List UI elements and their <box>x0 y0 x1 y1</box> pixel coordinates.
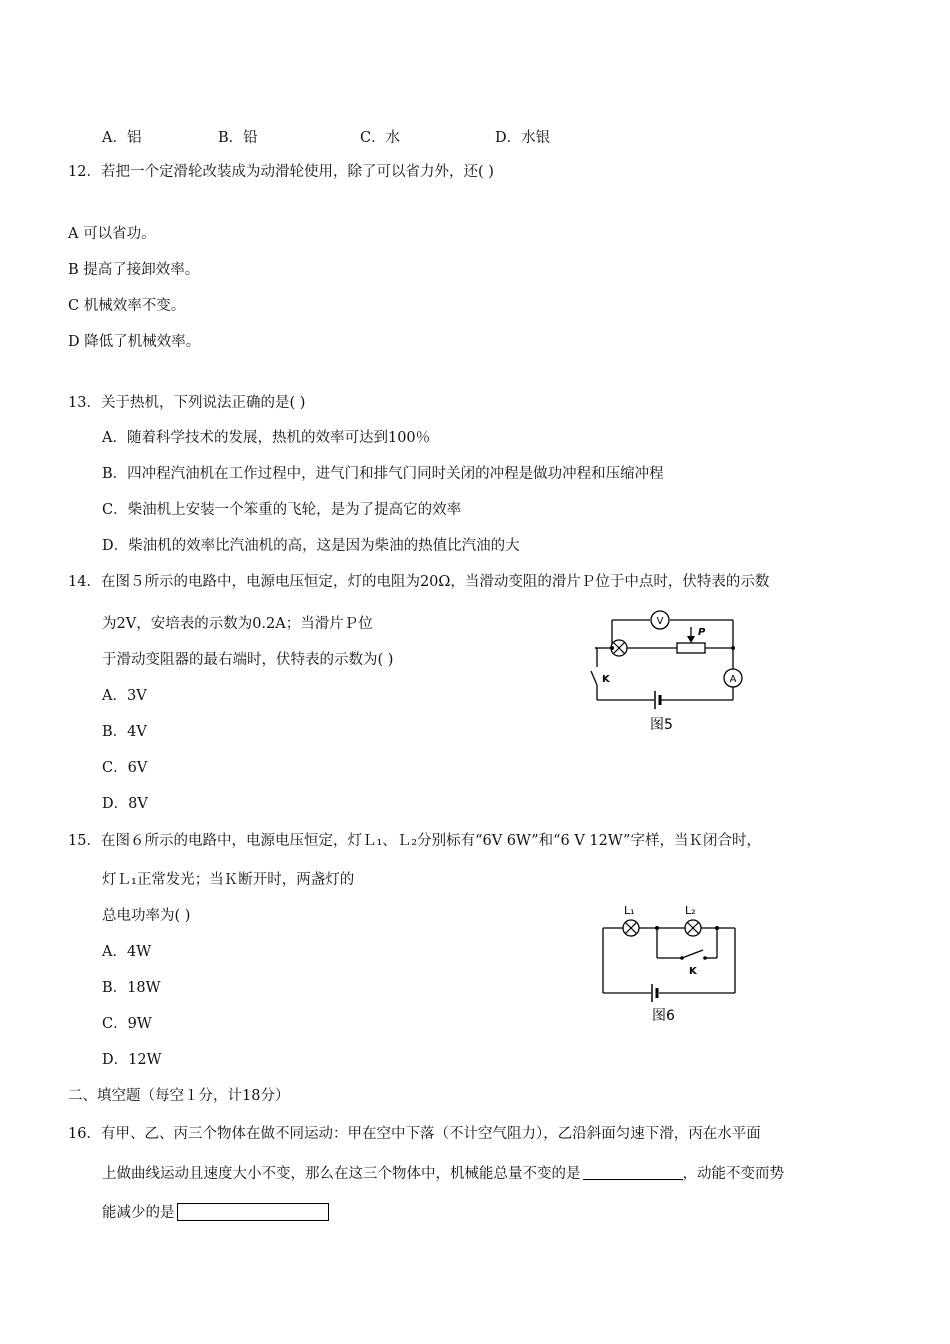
voltmeter-label: V <box>656 616 664 627</box>
q15-stem-line-3: 总电功率为( ) <box>102 908 191 924</box>
q12-option-d: D 降低了机械效率。 <box>68 334 201 350</box>
lamp-l1-label: L₁ <box>624 904 635 917</box>
q15-stem-line-1: 15．在图６所示的电路中，电源电压恒定，灯Ｌ₁、Ｌ₂分别标有“6V 6W”和“6 V 12W”字样，当Ｋ闭合时， <box>68 833 761 849</box>
q11-option-b: B．铅 <box>218 130 258 146</box>
q14-stem-line-2: 为2V，安培表的示数为0.2A；当滑片Ｐ位 <box>102 616 373 632</box>
q13-option-b: B．四冲程汽油机在工作过程中，进气门和排气门同时关闭的冲程是做功冲程和压缩冲程 <box>102 466 664 482</box>
q16-line-3-text: 能减少的是 <box>102 1205 175 1221</box>
q12-option-c: C 机械效率不变。 <box>68 298 186 314</box>
ammeter-icon <box>724 669 742 687</box>
figure-6-caption: 图6 <box>652 1008 675 1024</box>
q16-line-3 <box>102 1203 329 1223</box>
q13-option-d: D．柴油机的效率比汽油机的高，这是因为柴油的热值比汽油的大 <box>102 538 520 554</box>
q16-line-2-part-b: ，动能不变而势 <box>682 1166 784 1182</box>
lamp-l2-label: L₂ <box>685 904 696 917</box>
q13-option-c: C．柴油机上安装一个笨重的飞轮，是为了提高它的效率 <box>102 502 462 518</box>
q14-stem-line-3: 于滑动变阻器的最右端时，伏特表的示数为( ) <box>102 652 394 668</box>
switch-label: K <box>602 674 610 685</box>
q14-option-d: D．8V <box>102 796 148 812</box>
figure-5-caption: 图5 <box>650 717 673 733</box>
q11-option-a: A．铝 <box>102 130 142 146</box>
q11-option-c: C．水 <box>360 130 401 146</box>
q11-option-d: D．水银 <box>495 130 551 146</box>
switch-k-label: K <box>689 966 697 977</box>
q16-line-2 <box>102 1164 784 1184</box>
q13-option-a: A．随着科学技术的发展，热机的效率可达到100％ <box>102 430 431 446</box>
ammeter-label: A <box>729 674 737 685</box>
q15-option-b: B．18W <box>102 980 161 996</box>
q14-stem-line-1: 14．在图５所示的电路中，电源电压恒定，灯的电阻为20Ω，当滑动变阻的滑片Ｐ位于中点时，伏特表的示数 <box>68 574 770 590</box>
q15-option-d: D．12W <box>102 1052 162 1068</box>
q15-option-a: A．4W <box>102 944 152 960</box>
q13-stem: 13．关于热机，下列说法正确的是( ) <box>68 395 306 411</box>
lamp-l2-icon <box>685 920 701 936</box>
q12-option-b: B 提高了接卸效率。 <box>68 262 200 278</box>
q12-option-a: A 可以省功。 <box>68 226 156 242</box>
q16-line-1: 16．有甲、乙、丙三个物体在做不同运动：甲在空中下落（不计空气阻力），乙沿斜面匀速下滑，丙在水平面 <box>68 1126 761 1142</box>
figure-6-circuit <box>595 898 745 1028</box>
q14-option-c: C．6V <box>102 760 148 776</box>
q14-option-b: B．4V <box>102 724 147 740</box>
answer-blank-1[interactable] <box>583 1164 683 1180</box>
voltmeter-icon <box>651 611 669 629</box>
q14-option-a: A．3V <box>102 688 147 704</box>
q15-option-c: C．9W <box>102 1016 152 1032</box>
section-2-title: 二、填空题（每空１分，计18分） <box>68 1088 290 1104</box>
lamp-l1-icon <box>623 920 639 936</box>
slider-label: P <box>698 627 706 638</box>
q16-line-2-part-a: 上做曲线运动且速度大小不变，那么在这三个物体中，机械能总量不变的是 <box>102 1166 581 1182</box>
answer-blank-2[interactable] <box>177 1203 329 1221</box>
q12-stem: 12．若把一个定滑轮改装成为动滑轮使用，除了可以省力外，还( ) <box>68 164 494 180</box>
figure-5-circuit <box>585 605 755 740</box>
q15-stem-line-2: 灯Ｌ₁正常发光；当Ｋ断开时，两盏灯的 <box>102 872 355 888</box>
